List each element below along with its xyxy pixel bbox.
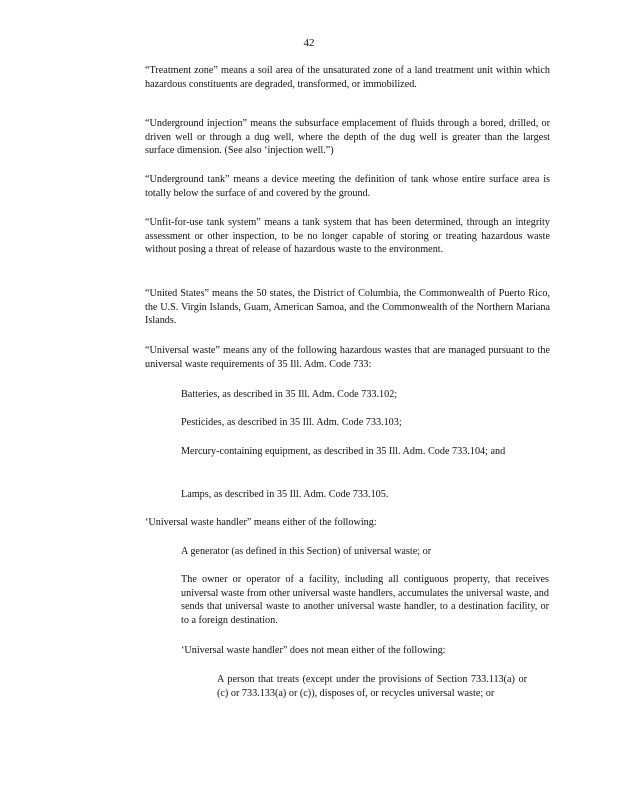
universal-waste-item-pesticides: Pesticides, as described in 35 Ill. Adm. Code 733.103; <box>181 417 402 428</box>
handler-exclusion-intro: ‘Universal waste handler” does not mean either of the following: <box>181 645 446 656</box>
definition-universal-waste-handler: ‘Universal waste handler” means either of the following: <box>145 517 377 528</box>
universal-waste-item-batteries: Batteries, as described in 35 Ill. Adm. Code 733.102; <box>181 389 398 400</box>
definition-underground-tank: “Underground tank” means a device meeting the definition of tank whose entire surface area is totally below the surface of and covered by the ground. <box>145 174 550 199</box>
universal-waste-item-mercury-equipment: Mercury-containing equipment, as described in 35 Ill. Adm. Code 733.104; and <box>181 446 506 457</box>
definition-underground-injection: “Underground injection” means the subsurface emplacement of fluids through a bored, drilled, or driven well or through a dug well, where the depth of the dug well is greater than the largest surface dimension. (See also ‘injection well.”) <box>145 118 550 156</box>
definition-treatment-zone: “Treatment zone” means a soil area of the unsaturated zone of a land treatment unit within which hazardous constituents are degraded, transformed, or immobilized. <box>145 65 550 90</box>
handler-exclusion-item-treats: A person that treats (except under the provisions of Section 733.113(a) or (c) or 733.133(a) or (c)), disposes of, or recycles universal waste; or <box>217 674 527 699</box>
definition-unfit-for-use-tank-system: “Unfit-for-use tank system” means a tank system that has been determined, through an integrity assessment or other inspection, to be no longer capable of storing or treating hazardous waste without posing a threat of release of hazardous waste to the environment. <box>145 217 550 255</box>
definition-universal-waste: “Universal waste” means any of the following hazardous wastes that are managed pursuant to the universal waste requirements of 35 Ill. Adm. Code 733: <box>145 345 550 370</box>
definition-united-states: “United States” means the 50 states, the District of Columbia, the Commonwealth of Puerto Rico, the U.S. Virgin Islands, Guam, American Samoa, and the Commonwealth of the Northern Mariana Islands. <box>145 288 550 326</box>
universal-waste-item-lamps: Lamps, as described in 35 Ill. Adm. Code 733.105. <box>181 489 389 500</box>
handler-item-generator: A generator (as defined in this Section) of universal waste; or <box>181 546 432 557</box>
page-number: 42 <box>303 37 315 49</box>
handler-item-owner-operator: The owner or operator of a facility, including all contiguous property, that receives universal waste from other universal waste handlers, accumulates the universal waste, and sends that universal waste to another universal waste handler, to a destination facility, or to a foreign destination. <box>181 574 549 626</box>
